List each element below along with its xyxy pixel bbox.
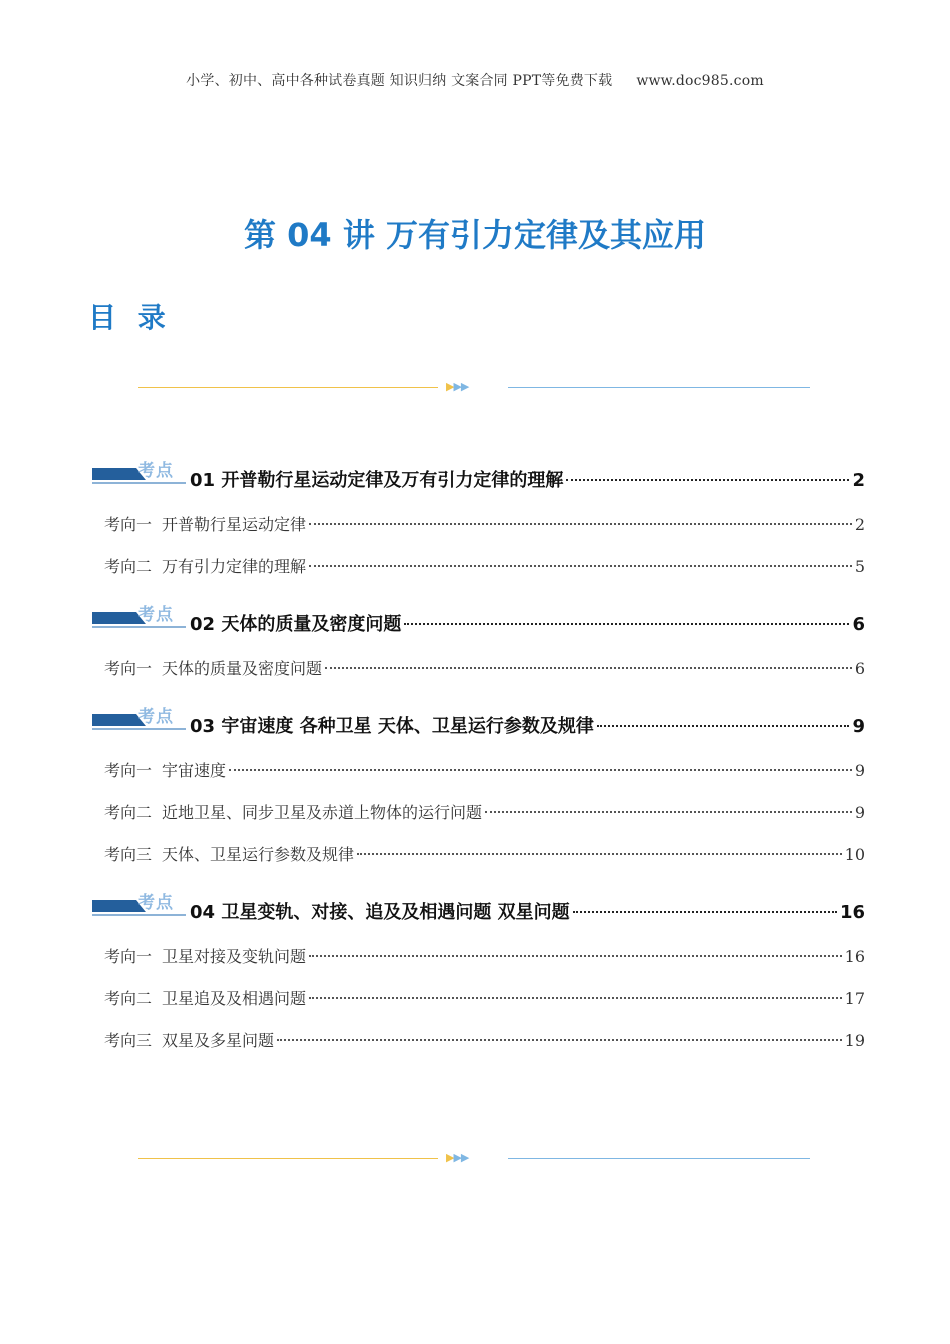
item-title: 卫星对接及变轨问题 [162,947,307,966]
divider-line-left [138,1158,438,1159]
badge-label: 考点 [138,707,174,727]
dot-leader [309,955,842,957]
divider-line-left [138,387,438,388]
toc-item[interactable] [90,554,865,596]
dot-leader [309,523,852,525]
triple-arrow-icon: ▶▶▶ [446,1151,469,1164]
dot-leader [573,911,837,913]
section-title: 03 宇宙速度 各种卫星 天体、卫星运行参数及规律 [190,716,594,737]
section-page: 16 [839,902,865,923]
section-page: 2 [852,470,865,491]
divider-bottom [138,1153,810,1165]
dot-leader [277,1039,842,1041]
item-title: 双星及多星问题 [162,1031,275,1050]
toc-item[interactable] [90,842,865,884]
item-title: 天体、卫星运行参数及规律 [162,845,355,864]
section-title: 02 天体的质量及密度问题 [190,614,402,635]
dot-leader [566,479,849,481]
badge-label: 考点 [138,461,174,481]
item-page: 19 [844,1031,865,1050]
toc-section[interactable] [90,698,865,748]
kaodian-badge [90,602,186,628]
kaodian-badge [90,458,186,484]
dot-leader [485,811,852,813]
toc-section[interactable] [90,596,865,646]
divider-line-right [508,387,810,388]
section-page: 9 [852,716,865,737]
item-label: 考向二 [104,557,153,576]
page-header [0,70,950,90]
triple-arrow-icon: ▶▶▶ [446,380,469,393]
section-title: 04 卫星变轨、对接、追及及相遇问题 双星问题 [190,902,570,923]
item-title: 天体的质量及密度问题 [162,659,323,678]
item-title: 万有引力定律的理解 [162,557,307,576]
item-page: 10 [844,845,865,864]
toc-item[interactable] [90,800,865,842]
divider-line-right [508,1158,810,1159]
dot-leader [597,725,850,727]
item-page: 17 [844,989,865,1008]
dot-leader [325,667,852,669]
item-page: 9 [854,803,865,822]
dot-leader [404,623,849,625]
item-title: 近地卫星、同步卫星及赤道上物体的运行问题 [162,803,483,822]
dot-leader [357,853,842,855]
item-label: 考向一 [104,659,153,678]
item-label: 考向一 [104,947,153,966]
header-site[interactable]: www.doc985.com [636,73,764,89]
item-label: 考向二 [104,803,153,822]
divider-top [138,382,810,394]
item-label: 考向一 [104,515,153,534]
item-label: 考向一 [104,761,153,780]
toc-item[interactable] [90,512,865,554]
toc-item[interactable] [90,944,865,986]
dot-leader [229,769,852,771]
item-page: 9 [854,761,865,780]
toc-section[interactable] [90,884,865,934]
badge-label: 考点 [138,893,174,913]
header-text: 小学、初中、高中各种试卷真题 知识归纳 文案合同 PPT等免费下载 [186,73,613,89]
document-title: 第 04 讲 万有引力定律及其应用 [244,216,706,254]
kaodian-badge [90,704,186,730]
item-page: 6 [854,659,865,678]
dot-leader [309,997,842,999]
item-page: 5 [854,557,865,576]
badge-label: 考点 [138,605,174,625]
toc-section[interactable] [90,452,865,502]
toc-item[interactable] [90,1028,865,1070]
item-label: 考向三 [104,845,153,864]
item-title: 开普勒行星运动定律 [162,515,307,534]
toc-heading: 目 录 [88,301,172,334]
item-page: 2 [854,515,865,534]
section-page: 6 [852,614,865,635]
toc-item[interactable] [90,758,865,800]
toc-item[interactable] [90,986,865,1028]
section-title: 01 开普勒行星运动定律及万有引力定律的理解 [190,470,564,491]
item-page: 16 [844,947,865,966]
item-title: 宇宙速度 [162,761,227,780]
toc-item[interactable] [90,656,865,698]
item-label: 考向三 [104,1031,153,1050]
dot-leader [309,565,852,567]
item-label: 考向二 [104,989,153,1008]
table-of-contents [90,452,865,1070]
kaodian-badge [90,890,186,916]
item-title: 卫星追及及相遇问题 [162,989,307,1008]
